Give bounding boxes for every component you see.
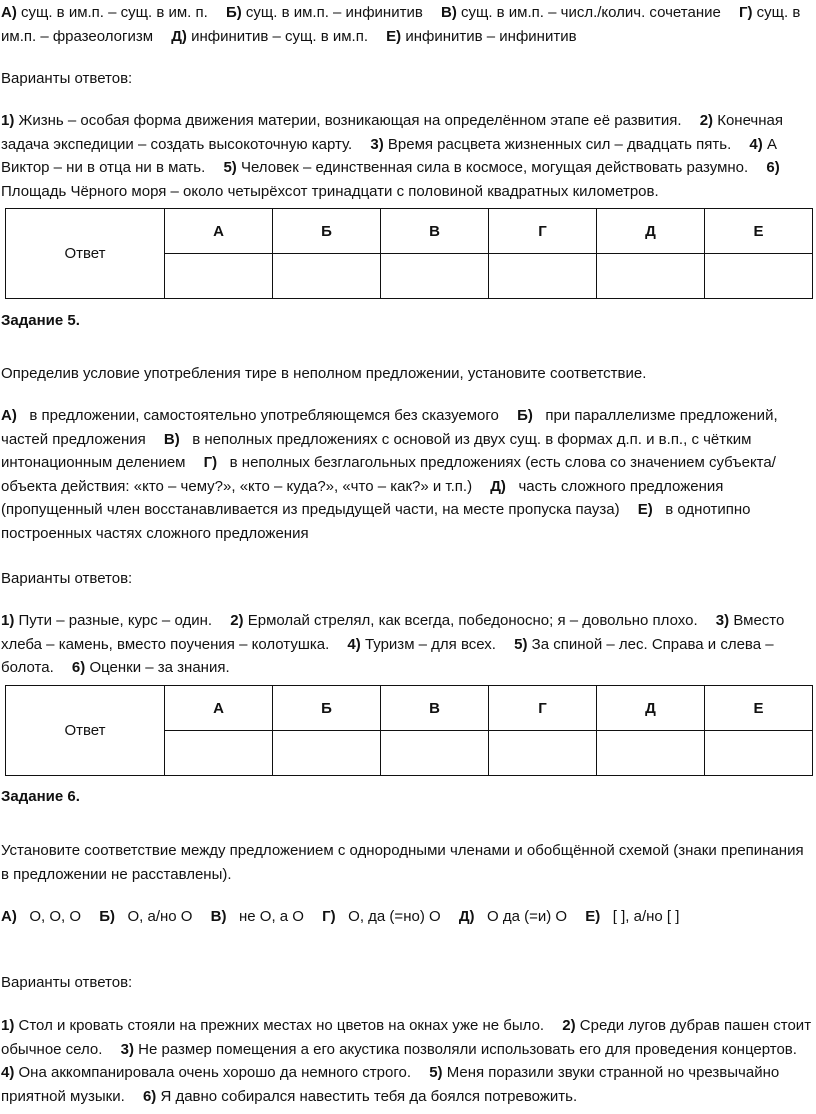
answer-label: Ответ <box>6 209 165 299</box>
task5-options: А) в предложении, самостоятельно употребляющемся без сказуемого Б) при параллелизме предложений, частей предложения В) в неполных предложениях с основой из двух сущ. в формах д.п. и в.п., с чётким интонационным делением Г) в неполных безглагольных предложениях (есть слова со значением субъекта/объекта действия: «кто – чему?», «кто – куда?», «что – как?» и т.п.) Д) часть сложного предложения (пропущенный член восстанавливается из предыдущей части, на месте пропуска пауза) Е) в однотипно построенных частях сложного предложения <box>1 407 778 542</box>
answer-cell[interactable] <box>489 731 597 776</box>
header-cell: В <box>381 209 489 254</box>
header-cell: А <box>165 209 273 254</box>
header-cell: А <box>165 686 273 731</box>
task4-answers: 1) Жизнь – особая форма движения материи, возникающая на определённом этапе её развития. 2) Конечная задача экспедиции – создать высокоточную карту. 3) Время расцвета жизненных сил – двадцать пять. 4) А Виктор – ни в отца ни в мать. 5) Человек – единственная сила в космосе, могущая действовать разумно. 6) Площадь Чёрного моря – около четырёхсот тринадцати с половиной квадратных километров. <box>1 112 783 200</box>
answer-cell[interactable] <box>165 254 273 299</box>
header-cell: Г <box>489 209 597 254</box>
answer-cell[interactable] <box>489 254 597 299</box>
answer-cell[interactable] <box>381 254 489 299</box>
answer-cell[interactable] <box>165 731 273 776</box>
header-cell: Е <box>705 209 813 254</box>
task6-options: А) О, О, О Б) О, а/но О В) не О, а О Г) О, да (=но) О Д) О да (=и) О Е) [ ], а/но [ ] <box>1 908 680 925</box>
answer-cell[interactable] <box>381 731 489 776</box>
answer-label: Ответ <box>6 686 165 776</box>
answer-cell[interactable] <box>597 731 705 776</box>
answer-cell[interactable] <box>705 731 813 776</box>
header-cell: Б <box>273 209 381 254</box>
answer-table-task4 <box>5 208 813 299</box>
header-cell: Г <box>489 686 597 731</box>
task4-options: А) сущ. в им.п. – сущ. в им. п. Б) сущ. в им.п. – инфинитив В) сущ. в им.п. – числ./колич. сочетание Г) сущ. в им.п. – фразеологизм Д) инфинитив – сущ. в им.п. Е) инфинитив – инфинитив <box>1 4 801 45</box>
header-cell: Е <box>705 686 813 731</box>
header-cell: В <box>381 686 489 731</box>
variants-label: Варианты ответов: <box>1 570 133 587</box>
task5-instruction: Определив условие употребления тире в неполном предложении, установите соответствие. <box>1 365 647 382</box>
task6-instruction: Установите соответствие между предложением с однородными членами и обобщённой схемой (знаки препинания в предложении не расставлены). <box>1 842 804 883</box>
header-cell: Б <box>273 686 381 731</box>
header-cell: Д <box>597 686 705 731</box>
answer-cell[interactable] <box>273 254 381 299</box>
answer-cell[interactable] <box>597 254 705 299</box>
answer-cell[interactable] <box>273 731 381 776</box>
task5-answers: 1) Пути – разные, курс – один. 2) Ермолай стрелял, как всегда, победоносно; я – довольно плохо. 3) Вместо хлеба – камень, вместо поучения – колотушка. 4) Туризм – для всех. 5) За спиной – лес. Справа и слева – болота. 6) Оценки – за знания. <box>1 612 785 676</box>
answer-table-task5 <box>5 685 813 776</box>
answer-cell[interactable] <box>705 254 813 299</box>
task5-title: Задание 5. <box>1 312 80 329</box>
variants-label: Варианты ответов: <box>1 974 133 991</box>
task6-answers: 1) Стол и кровать стояли на прежних местах но цветов на окнах уже не было. 2) Среди лугов дубрав пашен стоит обычное село. 3) Не размер помещения а его акустика позволяли использовать его для проведения концертов. 4) Она аккомпанировала очень хорошо да немного строго. 5) Меня поразили звуки странной но чрезвычайно приятной музыки. 6) Я давно собирался навестить тебя да боялся потревожить. <box>1 1017 812 1105</box>
task6-title: Задание 6. <box>1 788 80 805</box>
variants-label: Варианты ответов: <box>1 70 133 87</box>
header-cell: Д <box>597 209 705 254</box>
